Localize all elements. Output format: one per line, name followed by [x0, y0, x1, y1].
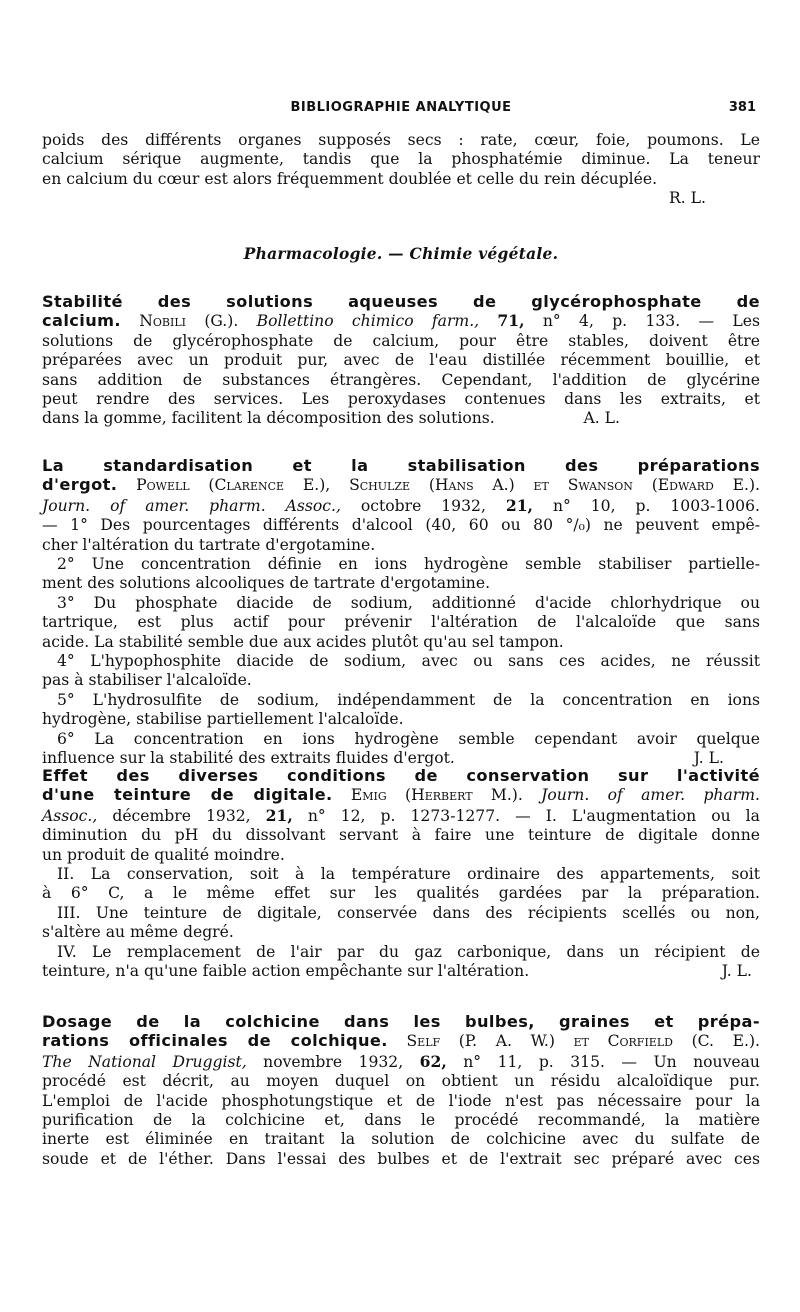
- article-title: Stabilité des solutions aqueuses de glycérophosphate de: [42, 292, 760, 311]
- journal-name: Journ. of amer. pharm. Assoc.,: [42, 496, 341, 515]
- journal-volume: 21,: [505, 495, 533, 515]
- author-signature: A. L.: [583, 409, 620, 428]
- article-title: La standardisation et la stabilisation des préparations: [42, 456, 760, 475]
- text-line: calcium sérique augmente, tandis que la phosphatémie diminue. La teneur: [42, 150, 760, 169]
- text-line: s'altère au même degré.: [42, 923, 234, 942]
- journal-date: décembre 1932,: [112, 806, 251, 825]
- journal-issue-pages: n° 12, p. 1273-1277. — I. L'augmentation ou la: [307, 806, 760, 825]
- article-reference: [42, 1031, 760, 1051]
- text-line: [42, 409, 760, 428]
- text-line: procédé est décrit, au moyen duquel on obtient un résidu alcaloïdique pur.: [42, 1072, 760, 1091]
- article-title-end: rations officinales de colchique.: [42, 1031, 388, 1051]
- continuation-paragraph: [42, 131, 760, 209]
- text-line-final: teinture, n'a qu'une faible action empêchante sur l'altération.: [42, 962, 530, 981]
- article-reference: [42, 785, 760, 805]
- text-line: à 6° C, a le même effet sur les qualités gardées par la préparation.: [42, 884, 760, 903]
- article-reference: [42, 311, 760, 331]
- text-line: 6° La concentration en ions hydrogène semble cependant avoir quelque: [57, 729, 760, 748]
- journal-issue-pages: n° 4, p. 133. — Les: [542, 312, 760, 331]
- article-reference-cont: [42, 806, 760, 826]
- text-line: soude et de l'éther. Dans l'essai des bulbes et de l'extrait sec préparé avec ces: [42, 1149, 760, 1168]
- text-line: — 1° Des pourcentages différents d'alcool (40, 60 ou 80 °/₀) ne peuvent empê-: [42, 516, 760, 535]
- journal-volume: 71,: [497, 311, 525, 331]
- journal-name: Journ. of amer. pharm.: [541, 786, 760, 805]
- text-line: pas à stabiliser l'alcaloïde.: [42, 671, 252, 690]
- article-author: Emig (Herbert M.).: [350, 786, 523, 805]
- text-line: peut rendre des services. Les peroxydases contenues dans les extraits, et: [42, 390, 760, 409]
- article-reference-cont: [42, 496, 760, 516]
- article-title: Dosage de la colchicine dans les bulbes, graines et prépa-: [42, 1012, 760, 1031]
- author-signature: R. L.: [669, 189, 706, 208]
- text-line: tartrique, est plus actif pour prévenir l'altération de l'alcaloïde que sans: [42, 613, 760, 632]
- journal-volume: 62,: [419, 1051, 447, 1071]
- article-glycerophosphate: [42, 292, 760, 429]
- article-title-end: d'une teinture de digitale.: [42, 785, 333, 805]
- text-line: acide. La stabilité semble due aux acides plutôt qu'au sel tampon.: [42, 632, 564, 651]
- journal-name-cont: Assoc.,: [42, 806, 98, 825]
- article-title-end: d'ergot.: [42, 475, 118, 495]
- article-author: Nobili (G.).: [139, 312, 239, 331]
- journal-date: novembre 1932,: [263, 1052, 404, 1071]
- text-line: III. Une teinture de digitale, conservée dans des récipients scellés ou non,: [57, 903, 760, 922]
- author-signature: J. L.: [721, 962, 752, 981]
- text-line: en calcium du cœur est alors fréquemment doublée et celle du rein décuplée.: [42, 169, 658, 188]
- running-head: [42, 100, 760, 120]
- journal-name: The National Druggist,: [42, 1052, 247, 1071]
- text-line: diminution du pH du dissolvant servant à faire une teinture de digitale donne: [42, 826, 760, 845]
- section-heading: Pharmacologie. — Chimie végétale.: [243, 245, 559, 263]
- article-reference: [42, 475, 760, 495]
- text-line: 5° L'hydrosulfite de sodium, indépendamment de la concentration en ions: [57, 690, 760, 709]
- journal-date: octobre 1932,: [360, 496, 486, 515]
- text-line-final: influence sur la stabilité des extraits fluides d'ergot.: [42, 749, 455, 768]
- author-signature: J. L.: [693, 749, 724, 768]
- text-line: un produit de qualité moindre.: [42, 845, 285, 864]
- text-line: 3° Du phosphate diacide de sodium, additionné d'acide chlorhydrique ou: [57, 593, 760, 612]
- article-title: Effet des diverses conditions de conservation sur l'activité: [42, 766, 760, 785]
- article-title-end: calcium.: [42, 311, 121, 331]
- text-line: cher l'altération du tartrate d'ergotamine.: [42, 535, 376, 554]
- text-line: sans addition de substances étrangères. Cependant, l'addition de glycérine: [42, 370, 760, 389]
- text-line: ment des solutions alcooliques de tartrate d'ergotamine.: [42, 574, 491, 593]
- journal-name: Bollettino chimico farm.,: [256, 312, 480, 331]
- article-reference-cont: [42, 1052, 760, 1072]
- text-line: 4° L'hypophosphite diacide de sodium, avec ou sans ces acides, ne réussit: [57, 652, 760, 671]
- text-line: purification de la colchicine et, dans le procédé recommandé, la matière: [42, 1111, 760, 1130]
- article-colchicine: [42, 1012, 760, 1169]
- journal-issue-pages: n° 11, p. 315. — Un nouveau: [463, 1052, 760, 1071]
- running-title: BIBLIOGRAPHIE ANALYTIQUE: [290, 100, 512, 115]
- text-line: poids des différents organes supposés secs : rate, cœur, foie, poumons. Le: [42, 131, 760, 149]
- article-ergot: [42, 456, 760, 769]
- article-digitale: [42, 766, 760, 981]
- text-line: 2° Une concentration définie en ions hydrogène semble stabiliser partielle-: [57, 555, 760, 574]
- text-line: inerte est éliminée en traitant la solution de colchicine avec du sulfate de: [42, 1130, 760, 1149]
- page-number: 381: [728, 100, 756, 115]
- text-line: II. La conservation, soit à la température ordinaire des appartements, soit: [57, 865, 760, 884]
- text-line: solutions de glycérophosphate de calcium, pour être stables, doivent être: [42, 331, 760, 350]
- journal-volume: 21,: [265, 805, 293, 825]
- article-author: Self (P. A. W.) et Corfield (C. E.).: [406, 1032, 760, 1051]
- article-authors: Powell (Clarence E.), Schulze (Hans A.) et Swanson (Edward E.).: [136, 476, 760, 495]
- text-line: IV. Le remplacement de l'air par du gaz carbonique, dans un récipient de: [57, 942, 760, 961]
- text-line: préparées avec un produit pur, avec de l'eau distillée récemment bouillie, et: [42, 351, 760, 370]
- text-line: L'emploi de l'acide phosphotungstique et de l'iode n'est pas nécessaire pour la: [42, 1091, 760, 1110]
- journal-issue-pages: n° 10, p. 1003-1006.: [552, 496, 760, 515]
- text-line-final: dans la gomme, facilitent la décomposition des solutions.: [42, 409, 495, 428]
- text-line: hydrogène, stabilise partiellement l'alcaloïde.: [42, 710, 404, 729]
- text-line: [42, 962, 760, 981]
